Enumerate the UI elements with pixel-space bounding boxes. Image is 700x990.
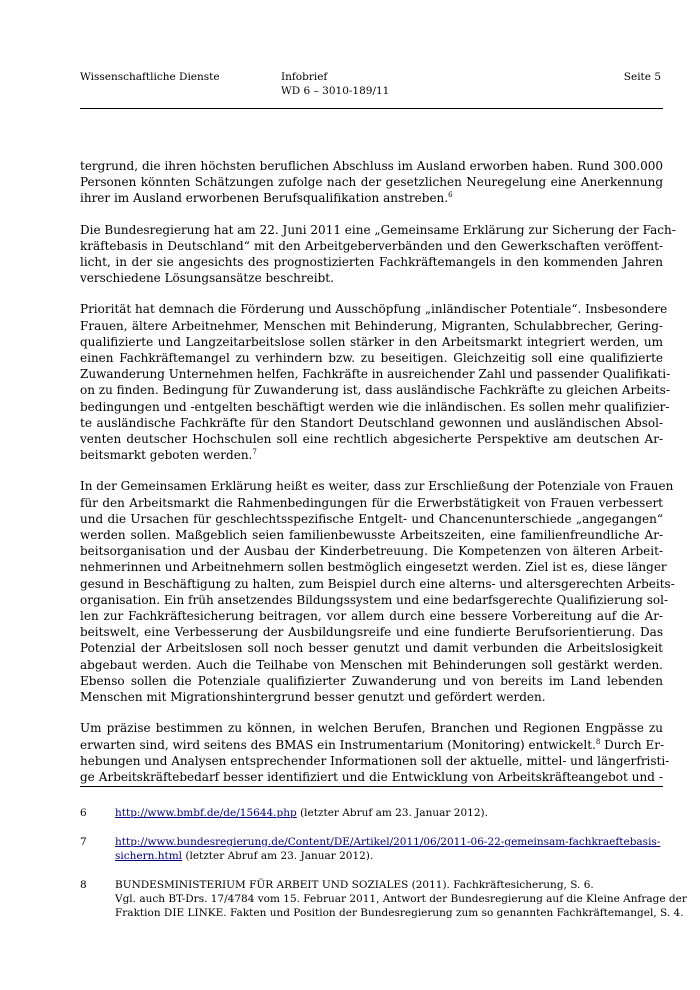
text-line: Zuwanderung Unternehmen helfen, Fachkräfte in ausreichender Zahl und passender Qualifikati- <box>80 367 671 382</box>
text-line: kräftebasis in Deutschland“ mit den Arbeitgeberverbänden und den Gewerkschaften veröffent- <box>80 238 663 253</box>
text-line: einen Fachkräftemangel zu verhindern bzw. zu beseitigen. Gleichzeitig soll eine qualifizierte <box>80 351 663 366</box>
text-line: Personen könnten Schätzungen zufolge nach der gesetzlichen Neuregelung eine Anerkennung <box>80 175 663 190</box>
text-line: ge Arbeitskräftebedarf besser identifiziert und die Entwicklung von Arbeitskräfteangebot und - <box>80 769 663 784</box>
text-line: te ausländische Fachkräfte für den Standort Deutschland gewonnen und ausländischen Absol- <box>80 415 663 430</box>
header-rule <box>80 108 663 109</box>
text-line: venten deutscher Hochschulen soll eine rechtlich abgesicherte Perspektive am deutschen Ar- <box>80 432 663 447</box>
text-line: qualifizierte und Langzeitarbeitslose sollen stärker in den Arbeitsmarkt integriert werden, um <box>80 334 663 349</box>
paragraph-4 <box>80 478 675 705</box>
footnote-text: BUNDESMINISTERIUM FÜR ARBEIT UND SOZIALES (2011). Fachkräftesicherung, S. 6. <box>115 879 594 891</box>
text-line: len zur Fachkräftesicherung beitragen, vor allem durch eine bessere Vorbereitung auf die Ar- <box>80 609 663 624</box>
paragraph-1 <box>80 158 663 207</box>
paragraph-3 <box>80 301 671 463</box>
text-line: In der Gemeinsamen Erklärung heißt es weiter, dass zur Erschließung der Potenziale von Frauen <box>80 479 674 494</box>
header-doc-type: Infobrief <box>281 71 328 83</box>
text-line: Potenzial der Arbeitslosen soll noch besser genutzt und damit verbunden die Arbeitslosigkeit <box>80 641 663 656</box>
text-line: Ebenso sollen die Potenziale qualifizierter Zuwanderung und von bereits im Land lebenden <box>80 673 663 688</box>
footnotes <box>80 806 687 935</box>
text-line: Priorität hat demnach die Förderung und Ausschöpfung „inländischer Potentiale“. Insbesondere <box>80 302 668 317</box>
text-line: ihrer im Ausland erworbenen Berufsqualifikation anstreben.$^6$ <box>80 191 453 206</box>
text-line: beitsorganisation und der Ausbau der Kinderbetreuung. Die Kompetenzen von älteren Arbeit- <box>80 544 663 559</box>
text-line: abgebaut werden. Auch die Teilhabe von Menschen mit Behinderungen soll gestärkt werden. <box>80 657 663 672</box>
footnote-link[interactable]: http://www.bmbf.de/de/15644.php <box>115 807 297 819</box>
text-line: werden sollen. Maßgeblich seien familienbewusste Arbeitszeiten, eine familienfreundliche Ar- <box>80 528 663 543</box>
text-line: tergrund, die ihren höchsten beruflichen Abschluss im Ausland erworben haben. Rund 300.000 <box>80 159 663 173</box>
text-line: Frauen, ältere Arbeitnehmer, Menschen mit Behinderung, Migranten, Schulabbrecher, Gering- <box>80 318 663 333</box>
text-line: erwarten sind, wird seitens des BMAS ein Instrumentarium (Monitoring) entwickelt.$^8$ Durch Er- <box>80 737 665 752</box>
text-line: licht, in der sie angesichts des prognostizierten Fachkräftemangels in den kommenden Jahren <box>80 255 663 270</box>
text-line: Menschen mit Migrationshintergrund besser genutzt und gefördert werden. <box>80 690 546 705</box>
footnote-7 <box>80 835 663 863</box>
paragraph-5 <box>80 720 670 785</box>
footnote-text: Fraktion DIE LINKE. Fakten und Position der Bundesregierung zum so genannten Fachkräftemangel, S. 4. <box>115 907 684 919</box>
paragraph-2 <box>80 222 676 287</box>
header-doc-info <box>281 70 389 98</box>
footnote-text: (letzter Abruf am 23. Januar 2012). <box>296 807 488 819</box>
footnote-8 <box>80 878 687 920</box>
footnote-number: 7 <box>80 836 87 848</box>
footnote-rule <box>80 786 663 787</box>
footnote-text: Vgl. auch BT-Drs. 17/4784 vom 15. Februar 2011, Antwort der Bundesregierung auf die Kleine Anfrage der <box>115 893 687 905</box>
header-doc-number: WD 6 – 3010-189/11 <box>281 85 390 97</box>
page-header <box>80 70 663 108</box>
text-line: für den Arbeitsmarkt die Rahmenbedingungen für die Erwerbstätigkeit von Frauen verbessert <box>80 495 663 510</box>
text-line: gesund in Beschäftigung zu halten, zum Beispiel durch eine alterns- und altersgerechten Arbeits- <box>80 576 675 591</box>
footnote-number: 6 <box>80 807 87 819</box>
text-line: beitsmarkt geboten werden.$^7$ <box>80 448 257 463</box>
footnote-ref[interactable]: 8 <box>595 737 601 746</box>
text-line: nehmerinnen und Arbeitnehmern sollen bestmöglich eingesetzt werden. Ziel ist es, diese länger <box>80 560 667 575</box>
text-line: organisation. Ein früh ansetzendes Bildungssystem und eine bedarfsgerechte Qualifizierung sol- <box>80 592 668 607</box>
footnote-link[interactable]: http://www.bundesregierung.de/Content/DE/Artikel/2011/06/2011-06-22-gemeinsam-fachkraeftebasis- <box>115 836 661 848</box>
text-line: bedingungen und -entgelten beschäftigt werden wie die inländischen. Es sollen mehr qualifizier- <box>80 399 670 414</box>
footnote-ref[interactable]: 7 <box>252 448 257 457</box>
text-line: Um präzise bestimmen zu können, in welchen Berufen, Branchen und Regionen Engpässe zu <box>80 721 663 736</box>
text-line: beitswelt, eine Verbesserung der Ausbildungsreife und eine fundierte Berufsorientierung. Das <box>80 625 663 640</box>
footnote-number: 8 <box>80 879 87 891</box>
footnote-6 <box>80 806 663 820</box>
body-text <box>80 158 676 800</box>
text-line: Die Bundesregierung hat am 22. Juni 2011 eine „Gemeinsame Erklärung zur Sicherung der Fach- <box>80 222 676 237</box>
footnote-ref[interactable]: 6 <box>448 191 453 200</box>
text-line: verschiedene Lösungsansätze beschreibt. <box>80 271 334 286</box>
text-line: und die Ursachen für geschlechtsspezifische Entgelt- und Chancenunterschiede „angegangen“ <box>80 511 663 526</box>
footnote-text: (letzter Abruf am 23. Januar 2012). <box>182 850 374 862</box>
text-line: on zu finden. Bedingung für Zuwanderung ist, dass ausländische Fachkräfte zu gleichen Arbeits- <box>80 383 670 398</box>
header-page-number: Seite 5 <box>623 71 661 83</box>
footnote-link[interactable]: sichern.html <box>115 850 183 862</box>
text-line: hebungen und Analysen entsprechender Informationen soll der aktuelle, mittel- und längerfristi- <box>80 753 670 768</box>
header-org: Wissenschaftliche Dienste <box>80 71 220 83</box>
